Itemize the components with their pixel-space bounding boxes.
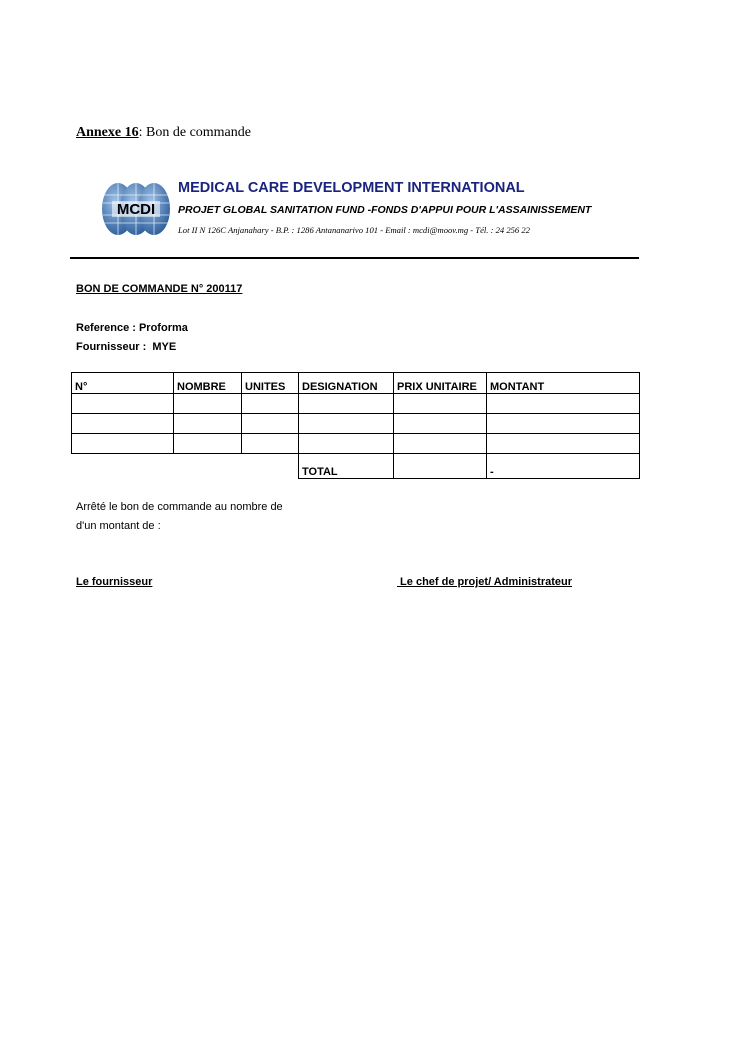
table-cell	[487, 434, 640, 454]
manager-signature-label: Le chef de projet/ Administrateur	[397, 576, 573, 588]
header-cell-amount: MONTANT	[487, 373, 640, 394]
total-unit-price	[394, 454, 487, 479]
total-label: TOTAL	[299, 454, 394, 479]
annex-title: Bon de commande	[142, 125, 251, 140]
header-cell-designation: DESIGNATION	[299, 373, 394, 394]
table-cell	[72, 434, 174, 454]
table-cell	[394, 414, 487, 434]
amount-text: d'un montant de :	[76, 520, 161, 532]
table-cell	[242, 394, 299, 414]
table-header-row	[72, 373, 640, 394]
org-address: Lot II N 126C Anjanahary - B.P. : 1286 Antananarivo 101 - Email : mcdi@moov.mg - Tél. : 24 256 22	[178, 225, 530, 235]
annex-heading	[76, 125, 251, 141]
mcdi-logo	[102, 181, 170, 237]
order-reference: Reference : Proforma	[76, 322, 188, 334]
org-project: PROJET GLOBAL SANITATION FUND -FONDS D'APPUI POUR L'ASSAINISSEMENT	[178, 204, 592, 216]
table-cell	[299, 414, 394, 434]
table-row	[72, 394, 640, 414]
annex-label: Annexe 16	[76, 125, 139, 140]
header-cell-quantity: NOMBRE	[174, 373, 242, 394]
header-cell-number: N°	[72, 373, 174, 394]
table-cell	[487, 414, 640, 434]
arrete-text: Arrêté le bon de commande au nombre de	[76, 501, 283, 513]
table-row	[72, 414, 640, 434]
table-cell	[174, 414, 242, 434]
table-cell	[394, 394, 487, 414]
table-cell	[487, 394, 640, 414]
table-cell	[174, 394, 242, 414]
table-row	[72, 434, 640, 454]
logo-text: MCDI	[116, 201, 156, 218]
header-divider	[70, 257, 639, 259]
order-table	[71, 372, 640, 479]
supplier-signature-label: Le fournisseur	[76, 576, 153, 588]
table-cell	[242, 414, 299, 434]
table-cell	[394, 434, 487, 454]
table-cell	[242, 434, 299, 454]
order-supplier: Fournisseur : MYE	[76, 341, 177, 353]
table-cell	[72, 414, 174, 434]
table-total-row	[72, 454, 640, 479]
table-cell	[72, 394, 174, 414]
table-cell	[299, 434, 394, 454]
header-cell-unit-price: PRIX UNITAIRE	[394, 373, 487, 394]
header-cell-units: UNITES	[242, 373, 299, 394]
table-cell	[174, 434, 242, 454]
order-title: BON DE COMMANDE N° 200117	[76, 283, 243, 295]
table-cell	[299, 394, 394, 414]
total-amount: -	[487, 454, 640, 479]
org-name: MEDICAL CARE DEVELOPMENT INTERNATIONAL	[178, 180, 525, 196]
annex-separator: :	[138, 125, 143, 140]
